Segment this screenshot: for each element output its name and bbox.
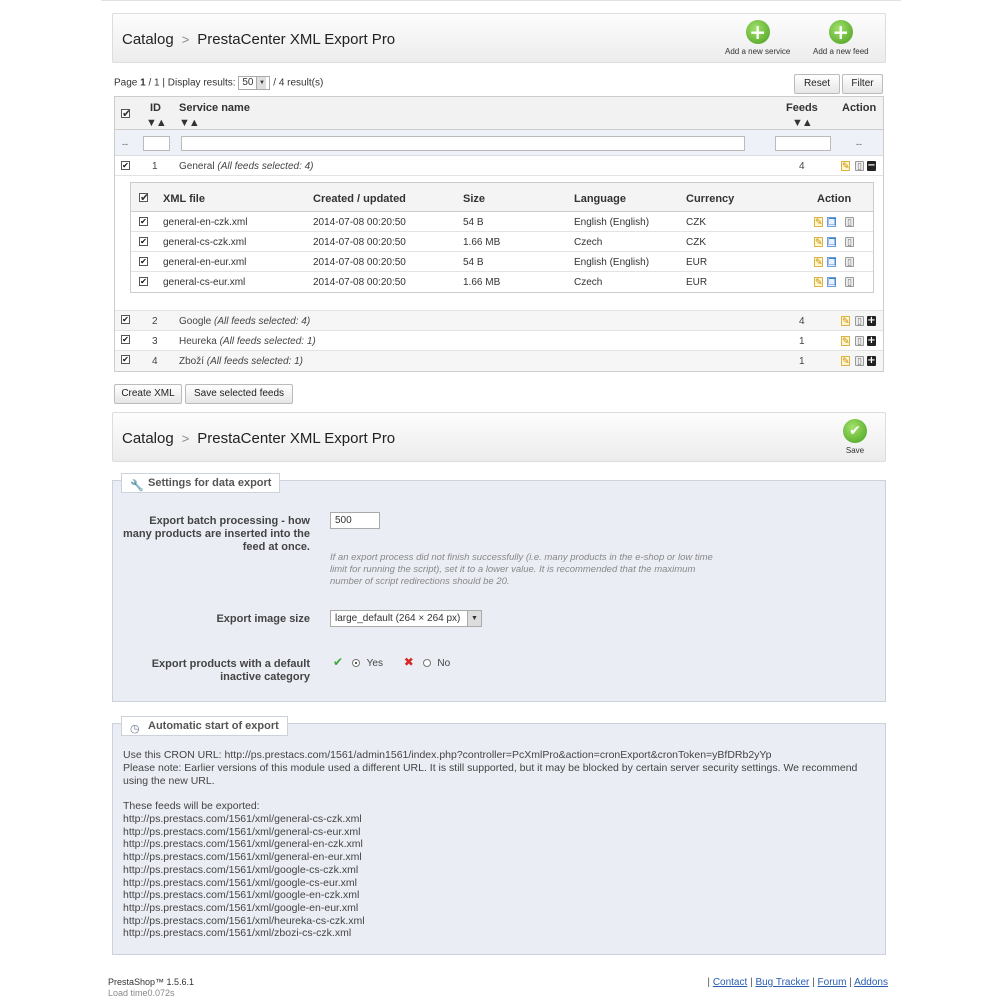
- cross-icon: ✖: [403, 655, 414, 669]
- contact-link[interactable]: Contact: [712, 977, 748, 988]
- save-selected-feeds-button[interactable]: Save selected feeds: [185, 384, 293, 404]
- breadcrumb: [122, 430, 395, 447]
- breadcrumb: [122, 31, 395, 48]
- forum-link[interactable]: Forum: [817, 977, 847, 988]
- delete-icon[interactable]: ▯: [845, 237, 854, 247]
- save-label: Save: [845, 446, 865, 455]
- edit-icon[interactable]: ✎: [815, 258, 823, 268]
- inactive-category-label: Export products with a default inactive category: [151, 658, 310, 683]
- yes-label: Yes: [366, 658, 383, 669]
- pagination: [114, 76, 323, 90]
- breadcrumb-catalog[interactable]: Catalog: [122, 31, 174, 48]
- feed-url[interactable]: http://ps.prestacs.com/1561/xml/google-cs-czk.xml: [123, 863, 359, 876]
- collapse-icon[interactable]: −: [867, 160, 876, 171]
- cron-note-text: Please note: Earlier versions of this module used a different URL. It is still supported, but it may be blocked by certain server security settings. We recommend using the new URL.: [123, 762, 858, 787]
- filter-name-input[interactable]: [181, 136, 745, 151]
- feed-currency: EUR: [686, 277, 708, 288]
- addons-link[interactable]: Addons: [854, 977, 888, 988]
- expand-icon[interactable]: +: [867, 335, 876, 346]
- add-service-button[interactable]: [725, 20, 790, 56]
- services-table: [114, 96, 884, 372]
- feed-checkbox[interactable]: ✔: [140, 217, 147, 226]
- col-id: ID: [150, 102, 161, 114]
- feed-currency: EUR: [686, 257, 708, 268]
- service-name: Heureka (All feeds selected: 1): [179, 336, 316, 347]
- row-checkbox[interactable]: ✔: [122, 335, 129, 344]
- version-text: PrestaShop™ 1.5.6.1: [108, 977, 195, 987]
- feed-url[interactable]: http://ps.prestacs.com/1561/xml/google-en-eur.xml: [123, 901, 359, 914]
- filter-dash: --: [122, 139, 128, 149]
- select-all-feeds-checkbox[interactable]: ✔: [140, 191, 150, 204]
- table-row[interactable]: [115, 156, 883, 176]
- feed-language: English (English): [574, 257, 650, 268]
- add-feed-label: Add a new feed: [813, 47, 869, 56]
- wrench-icon: 🔧: [130, 479, 144, 492]
- cron-url-text: Use this CRON URL: http://ps.prestacs.com/1561/admin1561/index.php?controller=PcXmlPro&action=cronExport&cronToken=yBfDRb2yYp: [123, 749, 772, 761]
- feed-row[interactable]: [131, 232, 873, 252]
- feed-created: 2014-07-08 00:20:50: [313, 257, 406, 268]
- filter-dash: --: [856, 139, 862, 149]
- sort-feeds-icon[interactable]: ▼▲: [792, 117, 812, 129]
- feed-language: English (English): [574, 217, 650, 228]
- service-name: Google (All feeds selected: 4): [179, 316, 311, 327]
- edit-icon[interactable]: ✎: [842, 162, 850, 172]
- footer-links: | Contact | Bug Tracker | Forum | Addons: [707, 977, 888, 988]
- feed-url[interactable]: http://ps.prestacs.com/1561/xml/google-en-czk.xml: [123, 889, 360, 902]
- service-id: 3: [152, 336, 158, 347]
- row-checkbox[interactable]: ✔: [122, 161, 129, 170]
- table-header: [115, 97, 883, 130]
- spacer: [115, 299, 883, 311]
- feed-url[interactable]: http://ps.prestacs.com/1561/xml/general-en-czk.xml: [123, 838, 363, 851]
- feed-language: Czech: [574, 277, 603, 288]
- feed-size: 1.66 MB: [463, 237, 501, 248]
- col-currency: Currency: [686, 193, 735, 205]
- check-icon: ✔: [333, 655, 344, 669]
- batch-hint: If an export process did not finish successfully (i.e. many products in the e-shop or low time limit for running the script), set it to a lower value. It is recommended that the maximum number of script redirections should be 20.: [330, 552, 713, 587]
- col-sub-action: Action: [817, 193, 852, 205]
- sort-id-icon[interactable]: ▼▲: [146, 117, 166, 129]
- duplicate-icon[interactable]: ❐: [828, 218, 837, 228]
- edit-icon[interactable]: ✎: [815, 278, 823, 288]
- feed-file: general-cs-eur.xml: [163, 277, 246, 288]
- feed-size: 54 B: [463, 257, 484, 268]
- feed-checkbox[interactable]: ✔: [140, 277, 147, 286]
- feed-url[interactable]: http://ps.prestacs.com/1561/xml/general-en-eur.xml: [123, 851, 362, 864]
- delete-icon[interactable]: ▯: [855, 161, 864, 171]
- service-name: General (All feeds selected: 4): [179, 161, 314, 172]
- dropdown-arrow-icon: ▼: [256, 77, 266, 89]
- feed-file: general-cs-czk.xml: [163, 237, 247, 248]
- edit-icon[interactable]: ✎: [815, 218, 823, 228]
- page-label: Page: [114, 77, 138, 89]
- display-results-label: | Display results:: [162, 77, 236, 89]
- breadcrumb-current: PrestaCenter XML Export Pro: [197, 430, 396, 447]
- add-icon: +: [746, 20, 770, 44]
- breadcrumb-catalog[interactable]: Catalog: [122, 430, 174, 447]
- results-count: / 4 result(s): [273, 77, 324, 89]
- filter-row: [115, 130, 883, 156]
- add-feed-button[interactable]: [813, 20, 869, 56]
- toolbar-header-settings: [112, 412, 886, 462]
- feed-created: 2014-07-08 00:20:50: [313, 237, 406, 248]
- feed-file: general-en-eur.xml: [163, 257, 247, 268]
- row-checkbox[interactable]: ✔: [122, 315, 129, 324]
- dropdown-arrow-icon: ▼: [467, 611, 481, 626]
- feed-created: 2014-07-08 00:20:50: [313, 217, 406, 228]
- display-results-select[interactable]: 50 ▼: [238, 76, 270, 90]
- feed-currency: CZK: [686, 237, 706, 248]
- feed-url[interactable]: http://ps.prestacs.com/1561/xml/heureka-cs-czk.xml: [123, 914, 365, 927]
- feed-checkbox[interactable]: ✔: [140, 257, 147, 266]
- feeds-subtable: [130, 182, 874, 293]
- cron-legend: ◷ Automatic start of export: [121, 716, 288, 736]
- footer-info: [108, 977, 194, 999]
- page-current: 1: [140, 77, 146, 89]
- col-language: Language: [574, 193, 626, 205]
- edit-icon[interactable]: ✎: [842, 317, 850, 327]
- service-id: 1: [152, 161, 158, 172]
- edit-icon[interactable]: ✎: [842, 357, 850, 367]
- feed-row[interactable]: [131, 212, 873, 232]
- checkmark-icon: ✔: [843, 419, 867, 443]
- service-name: Zboží (All feeds selected: 1): [179, 356, 303, 367]
- feed-url[interactable]: http://ps.prestacs.com/1561/xml/zbozi-cs-czk.xml: [123, 927, 352, 940]
- feeds-exported-label: These feeds will be exported:: [123, 800, 260, 812]
- settings-fieldset: [112, 477, 886, 702]
- feed-checkbox[interactable]: ✔: [140, 237, 147, 246]
- table-row[interactable]: [115, 311, 883, 331]
- image-size-label: Export image size: [216, 613, 310, 625]
- filter-feeds-input[interactable]: [775, 136, 831, 151]
- delete-icon[interactable]: ▯: [845, 217, 854, 227]
- feed-url[interactable]: http://ps.prestacs.com/1561/xml/general-cs-czk.xml: [123, 813, 362, 825]
- feed-row[interactable]: [131, 252, 873, 272]
- feed-language: Czech: [574, 237, 603, 248]
- duplicate-icon[interactable]: ❐: [828, 258, 837, 268]
- row-checkbox[interactable]: ✔: [122, 355, 129, 364]
- col-action: Action: [842, 102, 877, 114]
- edit-icon[interactable]: ✎: [815, 238, 823, 248]
- service-feeds: 4: [799, 316, 805, 327]
- col-service-name: Service name: [179, 102, 250, 114]
- add-service-label: Add a new service: [725, 47, 791, 56]
- sort-name-icon[interactable]: ▼▲: [179, 117, 199, 129]
- feed-file: general-en-czk.xml: [163, 217, 248, 228]
- feed-size: 54 B: [463, 217, 484, 228]
- service-id: 4: [152, 356, 158, 367]
- cron-fieldset: [112, 720, 886, 955]
- feed-url[interactable]: http://ps.prestacs.com/1561/xml/google-cs-eur.xml: [123, 876, 358, 889]
- duplicate-icon[interactable]: ❐: [828, 278, 837, 288]
- feed-size: 1.66 MB: [463, 277, 501, 288]
- service-feeds: 1: [799, 356, 805, 367]
- service-id: 2: [152, 316, 158, 327]
- delete-icon[interactable]: ▯: [845, 257, 854, 267]
- batch-size-input[interactable]: 500: [330, 512, 380, 529]
- no-label: No: [437, 658, 451, 669]
- delete-icon[interactable]: ▯: [845, 277, 854, 287]
- save-button[interactable]: [843, 419, 867, 455]
- select-all-checkbox[interactable]: ✔: [122, 107, 132, 120]
- feed-created: 2014-07-08 00:20:50: [313, 277, 406, 288]
- service-feeds: 1: [799, 336, 805, 347]
- reset-button[interactable]: Reset: [794, 74, 840, 94]
- service-feeds: 4: [799, 161, 805, 172]
- breadcrumb-separator: >: [181, 431, 190, 446]
- bug-tracker-link[interactable]: Bug Tracker: [755, 977, 810, 988]
- delete-icon[interactable]: ▯: [855, 336, 864, 346]
- clock-icon: ◷: [130, 722, 140, 735]
- col-feeds: Feeds: [786, 102, 818, 114]
- col-created: Created / updated: [313, 193, 406, 205]
- feed-currency: CZK: [686, 217, 706, 228]
- table-row[interactable]: [115, 331, 883, 351]
- col-size: Size: [463, 193, 486, 205]
- feed-row[interactable]: [131, 272, 873, 292]
- inactive-category-options: [333, 655, 450, 669]
- toolbar-header: [112, 13, 886, 63]
- add-icon: +: [829, 20, 853, 44]
- settings-legend: 🔧 Settings for data export: [121, 473, 280, 493]
- page-total: / 1: [148, 77, 160, 89]
- delete-icon[interactable]: ▯: [855, 356, 864, 366]
- expand-icon[interactable]: +: [867, 355, 876, 366]
- delete-icon[interactable]: ▯: [855, 316, 864, 326]
- yes-radio[interactable]: [352, 659, 360, 667]
- col-xml-file: XML file: [163, 193, 205, 205]
- batch-label: Export batch processing - how many products are inserted into the feed at once.: [122, 515, 310, 553]
- feed-url-list: [123, 813, 365, 940]
- feed-url[interactable]: http://ps.prestacs.com/1561/xml/general-cs-eur.xml: [123, 825, 361, 838]
- create-xml-button[interactable]: Create XML: [114, 384, 182, 404]
- filter-id-input[interactable]: [143, 136, 170, 151]
- no-radio[interactable]: [423, 659, 431, 667]
- expand-icon[interactable]: +: [867, 315, 876, 326]
- load-time-text: Load time0.072s: [108, 988, 175, 998]
- filter-button[interactable]: Filter: [842, 74, 883, 94]
- table-row[interactable]: [115, 351, 883, 371]
- subtable-header: [131, 183, 873, 212]
- top-divider: [101, 0, 901, 1]
- edit-icon[interactable]: ✎: [842, 337, 850, 347]
- duplicate-icon[interactable]: ❐: [828, 238, 837, 248]
- breadcrumb-separator: >: [181, 32, 190, 47]
- breadcrumb-current: PrestaCenter XML Export Pro: [197, 31, 396, 48]
- image-size-select[interactable]: large_default (264 × 264 px) ▼: [330, 610, 482, 627]
